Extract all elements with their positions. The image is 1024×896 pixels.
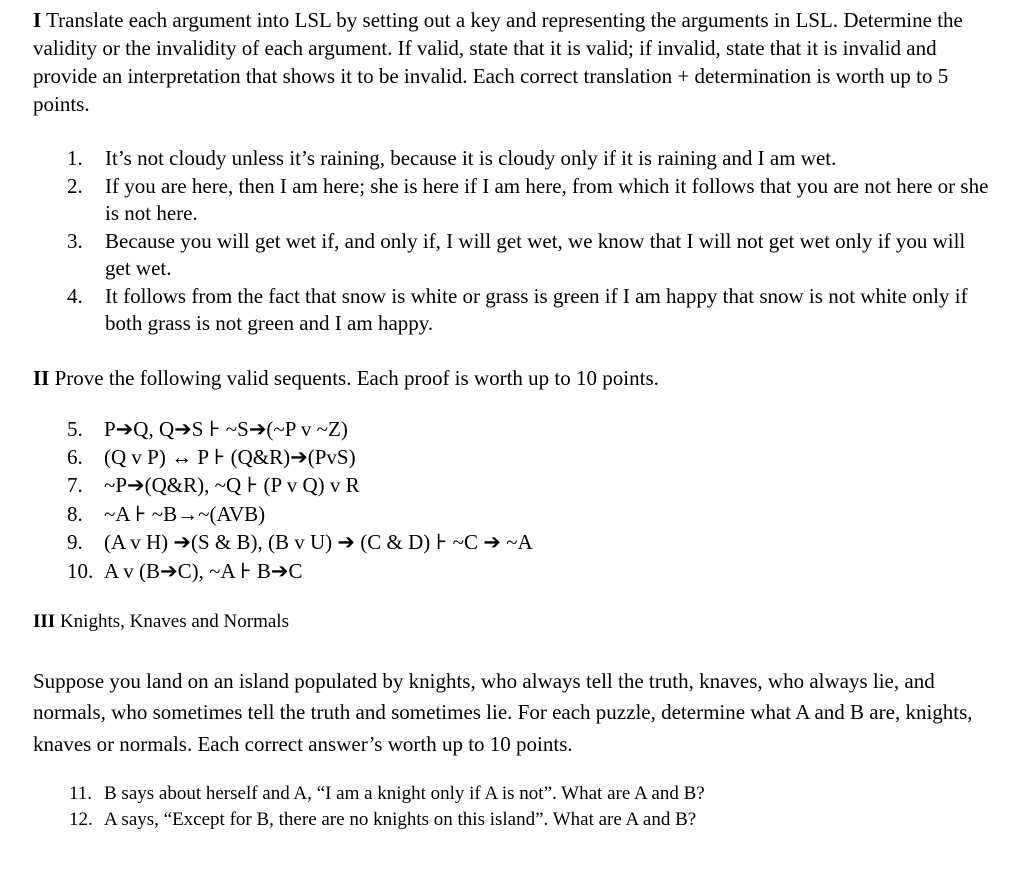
section-2-instructions: [33, 364, 993, 392]
item-text: If you are here, then I am here; she is here if I am here, from which it follows that you are not here or she is not here.: [105, 173, 989, 225]
document-page: [33, 6, 993, 833]
item-text: Because you will get wet if, and only if, I will get wet, we know that I will not get wet only if you will get wet.: [105, 228, 966, 280]
item-number: 7.: [67, 473, 83, 498]
item-number: 11.: [69, 783, 93, 805]
item-number: 8.: [67, 501, 83, 526]
list-item: [33, 781, 993, 807]
sequent-text: ~P➔(Q&R), ~Q ⊦ (P v Q) v R: [104, 473, 360, 498]
section-1-numeral: I: [33, 8, 42, 32]
item-number: 10.: [67, 558, 94, 583]
sequent-text: (A v H) ➔(S & B), (B v U) ➔ (C & D) ⊦ ~C ➔ ~A: [104, 530, 533, 555]
item-text: It’s not cloudy unless it’s raining, because it is cloudy only if it is raining and I am wet.: [105, 146, 837, 170]
list-item: [33, 228, 993, 283]
sequent-text: A v (B➔C), ~A ⊦ B➔C: [104, 558, 303, 583]
sequent-text: (Q v P) ↔ P ⊦ (Q&R)➔(PvS): [104, 444, 356, 469]
list-item: [33, 528, 993, 556]
section-3-instructions: Suppose you land on an island populated by knights, who always tell the truth, knaves, who always lie, and normals, who sometimes tell the truth and sometimes lie. For each puzzle, determine what A and B are, knights, knaves or normals. Each correct answer’s worth up to 10 points.: [33, 668, 973, 756]
item-number: 3.: [67, 228, 83, 253]
list-item: [33, 173, 993, 228]
puzzle-text: A says, “Except for B, there are no knights on this island”. What are A and B?: [104, 809, 697, 831]
list-item: [33, 557, 993, 585]
list-item: [33, 471, 993, 499]
item-number: 9.: [67, 530, 83, 555]
section-1-instructions: [33, 6, 993, 118]
section-2-text: Prove the following valid sequents. Each proof is worth up to 10 points.: [54, 365, 659, 390]
list-item: [33, 807, 993, 833]
item-text: It follows from the fact that snow is white or grass is green if I am happy that snow is not white only if both grass is not green and I am happy.: [105, 283, 968, 335]
section-3-list: [33, 781, 993, 833]
item-number: 12.: [69, 809, 93, 831]
section-1-list: [33, 145, 993, 338]
list-item: [33, 500, 993, 528]
item-number: 6.: [67, 444, 83, 469]
item-number: 2.: [67, 173, 83, 198]
list-item: [33, 443, 993, 471]
list-item: [33, 415, 993, 443]
section-3-title: Knights, Knaves and Normals: [59, 610, 289, 632]
section-3-numeral: III: [33, 610, 56, 632]
sequent-text: P➔Q, Q➔S ⊦ ~S➔(~P v ~Z): [104, 416, 348, 441]
item-number: 4.: [67, 283, 83, 308]
sequent-text: ~A ⊦ ~B→~(AVB): [104, 501, 266, 526]
section-1-text: Translate each argument into LSL by setting out a key and representing the arguments in LSL. Determine the validity or the invalidity of each argument. If valid, state that it is valid; if invalid, state that it is invalid and provide an interpretation that shows it to be invalid. Each correct translation + determination is worth up to 5 points.: [33, 8, 963, 116]
section-2-numeral: II: [33, 365, 50, 390]
item-number: 1.: [67, 146, 83, 170]
item-number: 5.: [67, 416, 83, 441]
section-3-heading: [33, 609, 993, 635]
list-item: [33, 145, 993, 173]
section-2-list: [33, 415, 993, 585]
list-item: [33, 283, 993, 338]
puzzle-text: B says about herself and A, “I am a knight only if A is not”. What are A and B?: [104, 783, 705, 805]
